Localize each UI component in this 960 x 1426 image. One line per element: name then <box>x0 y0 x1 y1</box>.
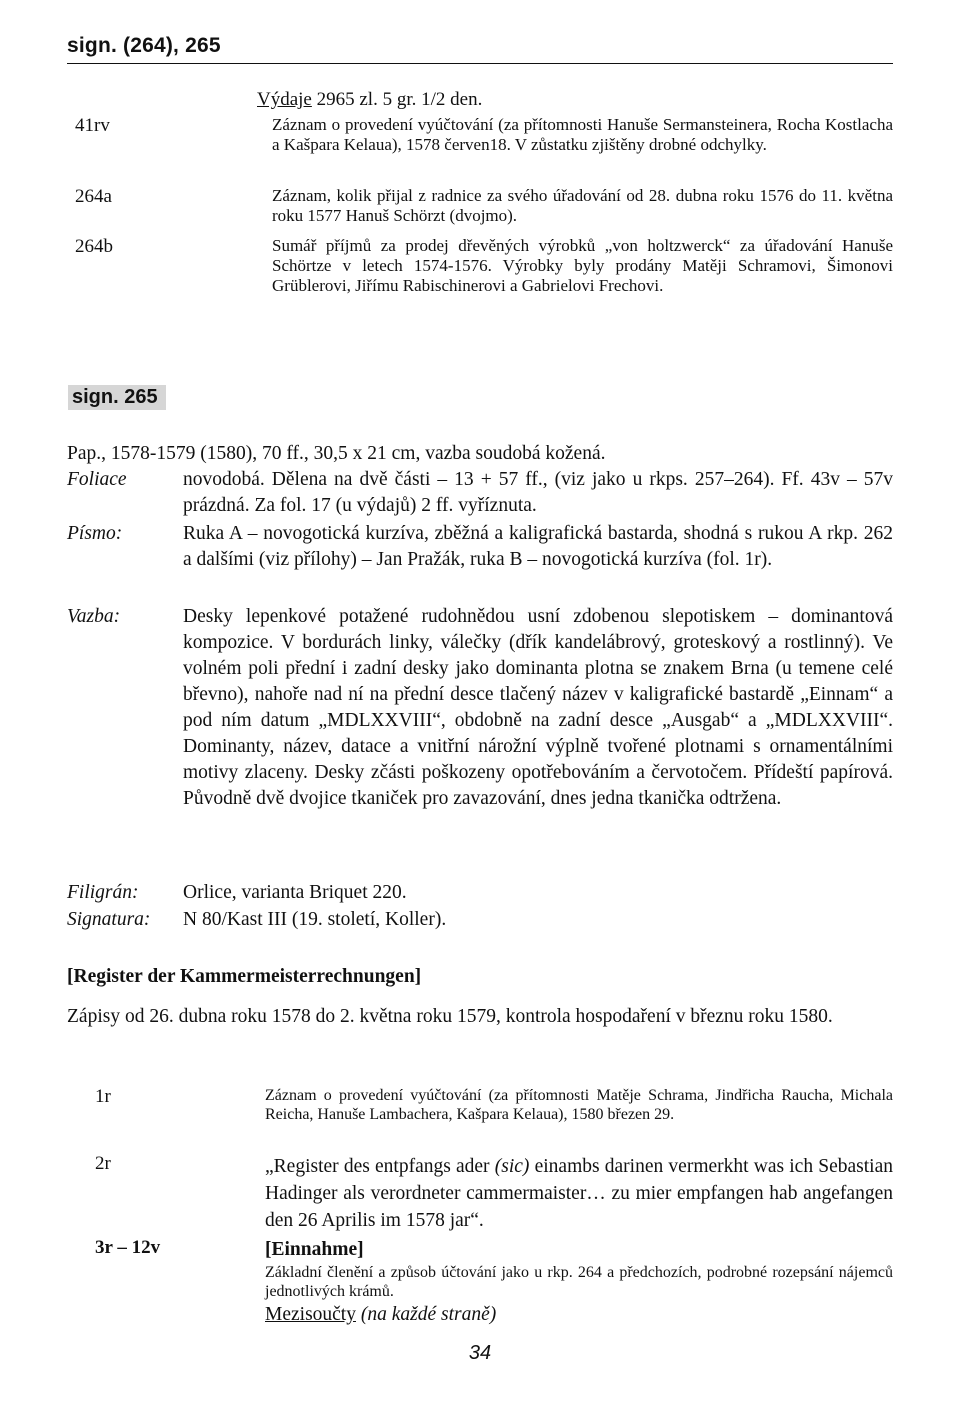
register-text: Záznam o provedení vyúčtování (za přítomnosti Matěje Schrama, Jindřicha Raucha, Michala Reicha, Hanuše Lambachera, Kašpara Kelaua), 1580 březen 29. <box>265 1087 893 1123</box>
register-folio: 2r <box>95 1153 111 1174</box>
field-filigran <box>67 880 893 906</box>
field-label: Vazba: <box>67 606 121 627</box>
field-signatura <box>67 907 893 933</box>
register-text <box>265 1153 893 1234</box>
expenses-label: Výdaje <box>257 89 312 110</box>
register-intro: Zápisy od 26. dubna roku 1578 do 2. května roku 1579, kontrola hospodaření v březnu roku 1580. <box>67 1006 833 1027</box>
entry-text: Záznam, kolik přijal z radnice za svého úřadování od 28. dubna roku 1576 do 11. května roku 1577 Hanuš Schörzt (dvojmo). <box>272 186 893 225</box>
register-section-heading: [Einnahme] <box>265 1239 364 1260</box>
register-sic: (sic) <box>494 1156 530 1177</box>
entry-vydaje <box>67 87 893 111</box>
entry-folio: 264a <box>75 186 112 207</box>
entry-264b <box>67 236 893 318</box>
register-quote-start: „Register des entpfangs ader <box>265 1156 495 1177</box>
field-vazba <box>67 604 893 876</box>
register-quote-end: einambs darinen vermerkht was ich Sebastian Hadinger als verordneter cammermaister… zu mier empfangen hab angefangen den 26 Aprilis im 1578 jar“. <box>265 1156 893 1231</box>
entry-text <box>257 87 893 113</box>
entry-264a <box>67 186 893 228</box>
register-entry-3r-12v <box>67 1237 893 1337</box>
entry-text: Záznam o provedení vyúčtování (za přítomnosti Hanuše Sermansteinera, Rocha Kostlacha a Kašpara Kelaua), 1578 červen18. V zůstatku zjištěny drobné odchylky. <box>272 115 893 154</box>
field-text: novodobá. Dělena na dvě části – 13 + 57 ff., (viz jako u rkps. 257–264). Ff. 43v – 57v prázdná. Za fol. 17 (u výdajů) 2 ff. vyříznuta. <box>183 469 893 516</box>
register-folio: 1r <box>95 1086 111 1107</box>
page-number: 34 <box>468 1342 492 1364</box>
field-text: N 80/Kast III (19. století, Koller). <box>183 909 447 930</box>
running-head: sign. (264), 265 <box>67 34 221 57</box>
expenses-amount: 2965 zl. 5 gr. 1/2 den. <box>311 89 483 110</box>
field-label: Signatura: <box>67 909 151 930</box>
register-text <box>265 1237 893 1329</box>
header-rule <box>67 63 893 64</box>
field-label: Filigrán: <box>67 882 139 903</box>
field-text: Ruka A – novogotická kurzíva, zběžná a kaligrafická bastarda, shodná s rukou A rkp. 262 a dalšími (viz přílohy) – Jan Pražák, ruka B – novogotická kurzíva (fol. 1r). <box>183 523 893 570</box>
register-section-text: Základní členění a způsob účtování jako u rkp. 264 a předchozích, podrobné rozepsání nájemců jednotlivých krámů. <box>265 1264 893 1300</box>
description-intro: Pap., 1578-1579 (1580), 70 ff., 30,5 x 21 cm, vazba soudobá kožená. <box>67 443 606 464</box>
field-label: Písmo: <box>67 523 123 544</box>
field-text: Orlice, varianta Briquet 220. <box>183 882 407 903</box>
register-folio: 3r – 12v <box>95 1237 161 1258</box>
field-foliace <box>67 467 893 519</box>
subtotal-label: Mezisoučty <box>265 1304 356 1325</box>
entry-41rv <box>67 115 893 177</box>
field-text: Desky lepenkové potažené rudohnědou usní zdobenou slepotiskem – dominantová kompozice. V bordurách linky, válečky (dřík kandelábrový, groteskový a rostlinný). Ve volném poli přední i zadní desky jako dominanta plotna se znakem Brna (u temene celé břevno), nahoře nad ní na přední desce tlačený název v kaligrafické bastardě „Einnam“ a pod ním datum „MDLXXVIII“, obdobně na zadní desce „Ausgab“ a „MDLXXVIII“. Dominanty, název, datace a vnitřní nárožní výplně tvořené plotnami s ornamentálními motivy zlaceny. Desky zčásti poškozeny opotřebováním a červotočem. Přídeští papírová. Původně dvě dvojice tkaniček pro zavazování, dnes jedna tkanička odtržena. <box>183 606 893 809</box>
subtotal-note: (na každé straně) <box>355 1304 497 1325</box>
field-pismo <box>67 521 893 599</box>
register-entry-1r <box>67 1086 893 1146</box>
register-entry-2r <box>67 1153 893 1235</box>
signature-heading: sign. 265 <box>68 385 166 410</box>
field-label: Foliace <box>67 469 127 490</box>
entry-text: Sumář příjmů za prodej dřevěných výrobků „von holtzwerck“ za úřadování Hanuše Schörtze v letech 1574-1576. Výrobky byly prodány Matěji Schramovi, Šimonovi Grüblerovi, Jiřímu Rabischinerovi a Gabrielovi Frechovi. <box>272 236 893 295</box>
register-title: [Register der Kammermeisterrechnungen] <box>67 966 422 987</box>
register-subtotal <box>265 1301 893 1329</box>
entry-folio: 41rv <box>75 115 110 136</box>
entry-folio: 264b <box>75 236 113 257</box>
